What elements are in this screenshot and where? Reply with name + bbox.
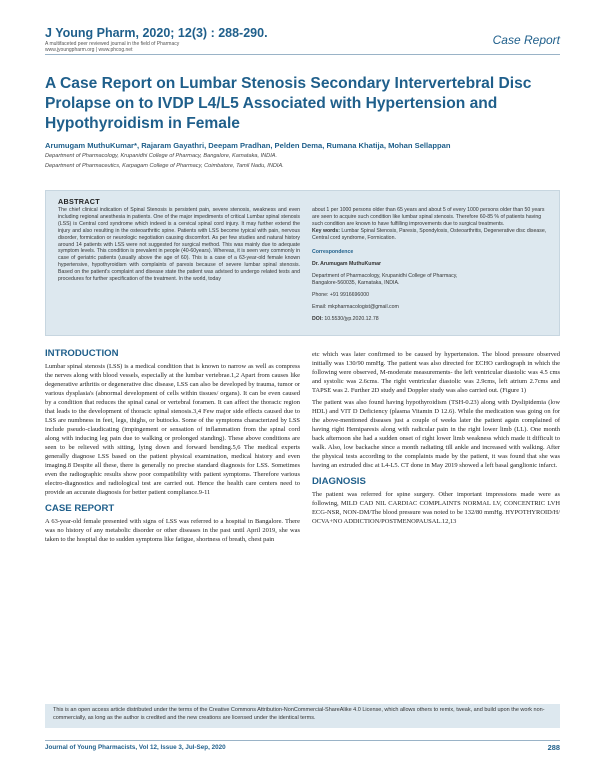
- case-report-heading: CASE REPORT: [45, 503, 115, 514]
- article-title: A Case Report on Lumbar Stenosis Secondary Intervertebral Disc Prolapse on to IVDP L4/L5 Associated with Hypertension and Hypothyroidism in Female: [45, 75, 532, 132]
- doi-label: DOI:: [312, 315, 323, 322]
- affiliation-2: Department of Pharmaceutics, Karpagam College of Pharmacy, Coimbatore, Tamil Nadu, INDIA.: [45, 163, 284, 169]
- abstract-text-right: about 1 per 1000 persons older than 65 years and about 5 of every 1000 persons older than 50 years are seen to acquire such condition like lumbar spinal stenosis. Therefore 60-85 % of patients having such condition are known to have fulfilling improvements due to surgical treatments.: [312, 207, 545, 227]
- abstract-right-column: [312, 207, 552, 323]
- diagnosis-heading: DIAGNOSIS: [312, 476, 366, 487]
- case-continuation-text: etc which was later confirmed to be caused by hypertension. The blood pressure observed initially was 130/90 mmHg. The patient was also directed for ECHO cardiograph in which the following were observed, M-moderate measurements- the left ventricular diastolic was 4.5 cms and systolic was 2.6cms. The right ventricular diastolic was 2.9cms, left atrium 2.7cms and TAPSE was 2. Further 2D study and Doppler study was also carried out. (Figure 1): [312, 351, 560, 394]
- body-right-column: [312, 350, 560, 526]
- affiliation-1: Department of Pharmacology, Krupanidhi College of Pharmacy, Bangalore, Karnataka, INDIA.: [45, 153, 278, 159]
- keywords-label: Key words:: [312, 227, 340, 234]
- correspondence-name: Dr. Arumugam MuthuKumar: [312, 261, 381, 268]
- case-history-text: The patient was also found having hypothyroidism (TSH-0.23) along with Dyslipidemia (low HDL) and VIT D Deficiency (plasma Vitamin D 12.6). While the medication was going on for the above-mentioned diseases just a couple of weeks later the patient again complained of having right Hemiparesis along with radicular pain in the right lower limb (LL). One month back afternoon she had a sudden onset of right lower limb weakness which made it difficult to walk. Also, low backache since a month radiating till ankle and increased with walking. After the physical tests according to the complaints made by the patient, it was found that she was having an extruded disc at L4-L5. CT done in May 2019 showed a left basal ganglionic infarct.: [312, 399, 560, 469]
- journal-citation: J Young Pharm, 2020; 12(3) : 288-290.: [45, 26, 268, 40]
- introduction-text: Lumbar spinal stenosis (LSS) is a medical condition that is known to narrow as well as compress the nerves along with blood vessels, especially at the lumbar vertebrae.1,2 Apart from causes like degenerative arthritis or degenerative disc disease, LSS can also be developed by trauma, tumor or various dysplasia's (abnormal development of cells within tissues/ organs). It can be even caused by a condition that reduces the spinal canal or vertebral foramen. It can affect the thoracic region that leads to the development of thoracic spinal stenosis.3,4 Few major side effects caused due to LSS are numbness in feet, legs, thighs, or buttocks. Some of the symptoms characterized by LSS include pseudo-claudicating (impingement or sensation of inflammation from the spinal cord along with inducing leg pain due to walking or prolonged standing). These above conditions are seen to be relieved with sitting, lying down and forward bending.5,6 The medical experts generally diagnose LSS based on the patient physical examination, medical history and even imaging.8 Despite all these, there is generally no precise standard diagnosis for LSS. Sometimes even the radiographic results show poor compatibility with patient symptoms. Therefore various electro-diagnostics and radiological test are carried out. Hence the health care centers need to provide an accurate diagnosis for better patient compliance.9-11: [45, 363, 300, 496]
- page-number: 288: [547, 743, 560, 752]
- abstract-text-left: The chief clinical indication of Spinal Stenosis is persistent pain, severe stenosis, weakness and even including regional anesthesia in patients. One of the major impediments of critical Lumbar spinal stenosis (LSS) is Central cord syndrome which indeed is a cervical spinal cord injury. It may further extend the injury and also resulting in the osteoarthritic spine. Patients with LSS become typical with pain, nervous disorder, formication or neurologic negotiation causing discomfort. As per few studies and natural history around 14 patients with LSS were not suggested for surgical method. This was mainly due to adequate symptom levels. This condition is prevalent in people (40-60years). Whereas, it is seen very commonly in case of geriatric patients (usually above the age of 60). This is a case of a 63-year-old female known hypertensive, hypothyroidism with complaints of paresis because of severe lumbar spinal stenosis. Based on the patient's complaint and disease state the patient was advised to undergo related tests and procedures for further specification of the treatment. In the world, today: [58, 207, 300, 283]
- correspondence-email[interactable]: Email: mkpharmacologist@gmail.com: [312, 304, 399, 311]
- header-divider: [45, 54, 560, 55]
- journal-tagline: A multifaceted peer reviewed journal in the field of Pharmacy: [45, 41, 180, 47]
- keywords-text: Lumbar Spinal Stenosis, Paresis, Spondylosis, Osteoarthritis, Degenerative disc disease, Central cord syndrome, Formication.: [312, 227, 547, 241]
- abstract-heading: ABSTRACT: [58, 197, 100, 206]
- diagnosis-text: The patient was referred for spine surgery. Other important impressions made were as following, MILD CAD NIL CARDIAC COMPLAINTS NORMAL LV, CONCENTRIC LVH ECG-NSR, NON-DM/The blood pressure was noted to be 132/80 mmHg. HYPOTHYROID/H/ OCVA+NO ADDICTION/POSTMENOPAUSAL.12,13: [312, 491, 560, 525]
- correspondence-heading: Correspondence: [312, 248, 354, 255]
- correspondence-address-2: Bangalore-560035, Karnataka, INDIA.: [312, 280, 400, 287]
- doi-line: [312, 316, 552, 323]
- body-left-column: [45, 348, 300, 544]
- footer-divider: [45, 740, 560, 741]
- correspondence-address-1: Department of Pharmacology, Krupanidhi College of Pharmacy,: [312, 273, 458, 280]
- journal-websites: www.jyoungpharm.org | www.phcog.net: [45, 47, 133, 53]
- case-report-text: A 63-year-old female presented with signs of LSS was referred to a hospital in Bangalore. There was no history of any metabolic disorder or other diseases in the past until April 2019, she was taken to the hospital due to sudden symptoms like fatigue, shortness of breath, chest pain: [45, 518, 300, 543]
- introduction-heading: INTRODUCTION: [45, 348, 119, 359]
- correspondence-phone: Phone: +91 9916696000: [312, 292, 369, 299]
- author-list: Arumugam MuthuKumar*, Rajaram Gayathri, Deepam Pradhan, Pelden Dema, Rumana Khatija, Mohan Sellappan: [45, 141, 451, 150]
- footer-journal: Journal of Young Pharmacists, Vol 12, Issue 3, Jul-Sep, 2020: [45, 744, 226, 751]
- license-text: This is an open access article distributed under the terms of the Creative Commons Attribution-NonCommercial-ShareAlike 4.0 License, which allows others to remix, tweak, and build upon the work non-commercially, as long as the author is credited and the new creations are licensed under the identical terms.: [53, 707, 545, 721]
- doi-value[interactable]: 10.5530/jyp.2020.12.78: [324, 315, 379, 322]
- article-type-label: Case Report: [492, 33, 560, 47]
